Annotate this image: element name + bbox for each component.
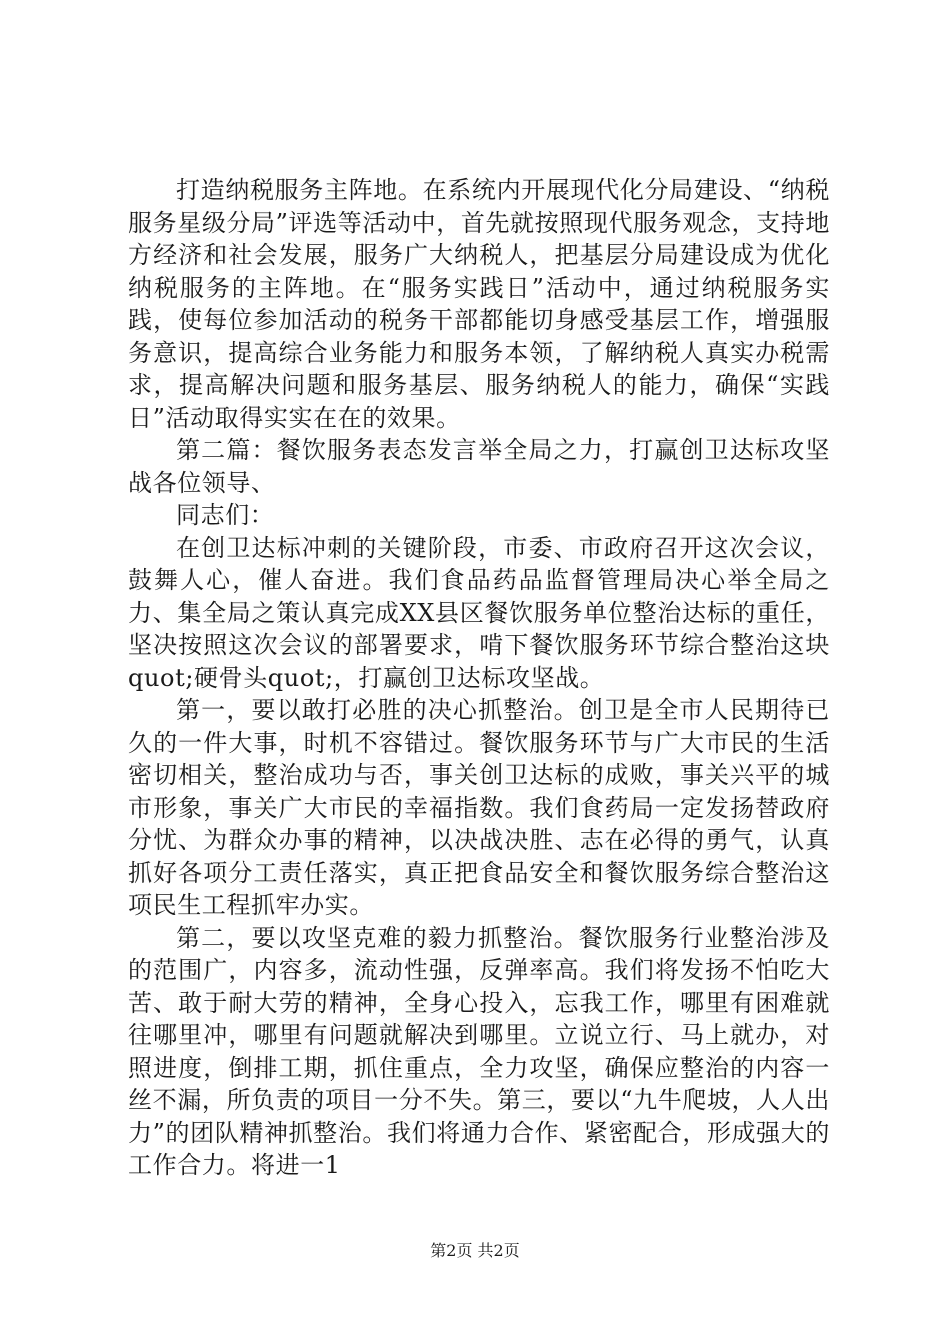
paragraph-salutation: 同志们：	[176, 501, 275, 529]
document-body	[128, 174, 830, 1182]
paragraph-point-two: 第二，要以攻坚克难的毅力抓整治。餐饮服务行业整治涉及的范围广，内容多，流动性强，反弹率高。我们将发扬不怕吃大苦、敢于耐大劳的精神，全身心投入，忘我工作，哪里有困难就往哪里冲，哪里有问题就解决到哪里。立说立行、马上就办，对照进度，倒排工期，抓住重点，全力攻坚，确保应整治的内容一丝不漏，所负责的项目一分不失。第三，要以“九牛爬坡，人人出力”的团队精神抓整治。我们将通力合作、紧密配合，形成强大的工作合力。将进一1	[128, 923, 830, 1179]
paragraph-point-one: 第一，要以敢打必胜的决心抓整治。创卫是全市人民期待已久的一件大事，时机不容错过。餐饮服务环节与广大市民的生活密切相关，整治成功与否，事关创卫达标的成败，事关兴平的城市形象，事关广大市民的幸福指数。我们食药局一定发扬替政府分忧、为群众办事的精神，以决战决胜、志在必得的勇气，认真抓好各项分工责任落实，真正把食品安全和餐饮服务综合整治这项民生工程抓牢办实。	[128, 696, 830, 919]
paragraph-intro: 在创卫达标冲刺的关键阶段，市委、市政府召开这次会议，鼓舞人心，催人奋进。我们食品药品监督管理局决心举全局之力、集全局之策认真完成XX县区餐饮服务单位整治达标的重任，坚决按照这次会议的部署要求，啃下餐饮服务环节综合整治这块quot;硬骨头quot;，打赢创卫达标攻坚战。	[128, 533, 830, 692]
paragraph-tax-service: 打造纳税服务主阵地。在系统内开展现代化分局建设、“纳税服务星级分局”评选等活动中，首先就按照现代服务观念，支持地方经济和社会发展，服务广大纳税人，把基层分局建设成为优化纳税服务的主阵地。在“服务实践日”活动中，通过纳税服务实践，使每位参加活动的税务干部都能切身感受基层工作，增强服务意识，提高综合业务能力和服务本领，了解纳税人真实办税需求，提高解决问题和服务基层、服务纳税人的能力，确保“实践日”活动取得实实在在的效果。	[128, 176, 830, 432]
page-number-footer: 第2页 共2页	[430, 1241, 520, 1260]
paragraph-chapter-two-title: 第二篇：餐饮服务表态发言举全局之力，打赢创卫达标攻坚战各位领导、	[128, 436, 830, 497]
